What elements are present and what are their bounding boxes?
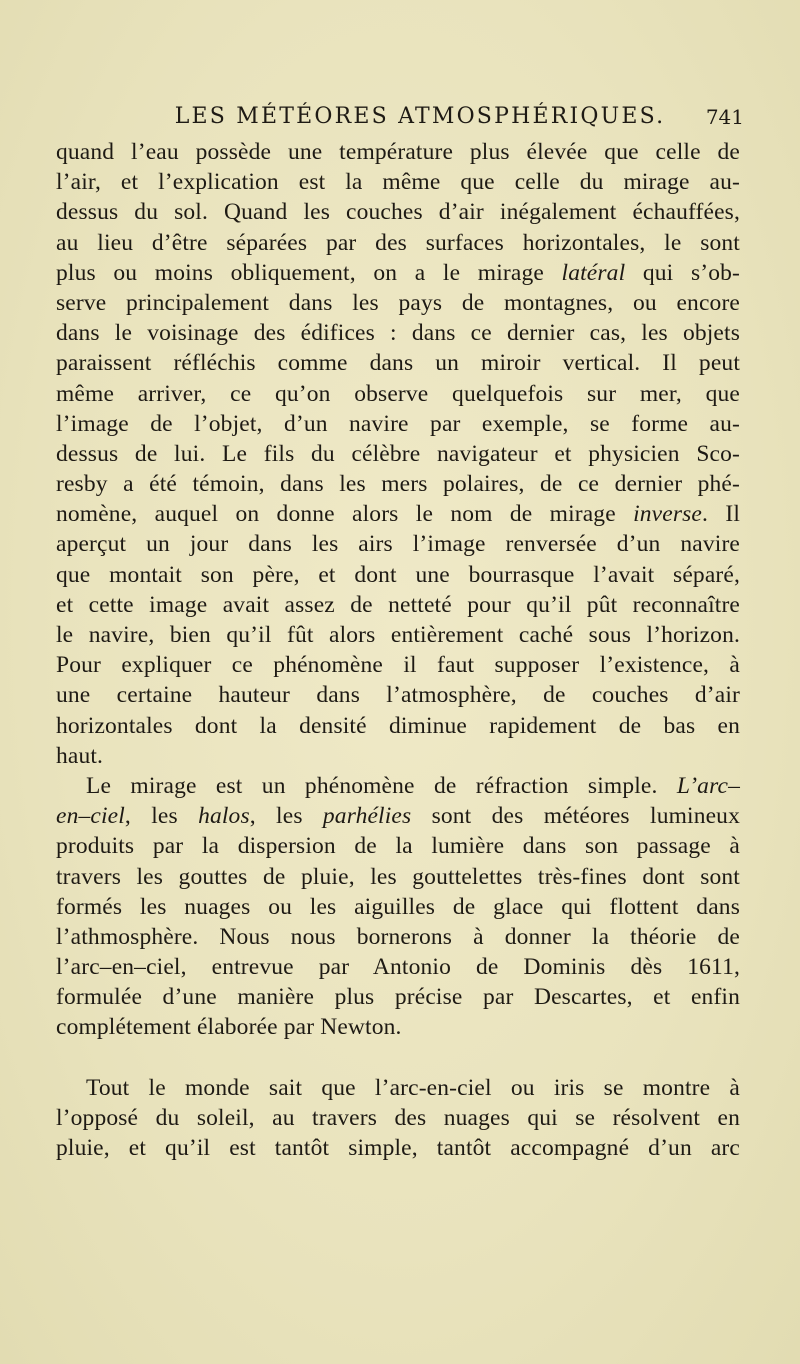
body-text: [56, 137, 740, 1163]
italic-term: parhélies: [322, 803, 412, 830]
text-line: dans le voisinage des édifices : dans ce dernier cas, les objets: [56, 320, 740, 347]
text-line: et cette image avait assez de netteté pour qu’il pût reconnaître: [56, 591, 740, 618]
text-line: quand l’eau possède une température plus élevée que celle de: [56, 139, 740, 165]
text-line: travers les gouttes de pluie, les gouttelettes très-fines dont sont: [56, 863, 740, 890]
text-segment: , les: [124, 803, 199, 830]
text-line: Pour expliquer ce phénomène il faut supposer l’existence, à: [56, 652, 740, 679]
text-line: au lieu d’être séparées par des surfaces horizontales, le sont: [56, 229, 740, 256]
text-line: [56, 499, 740, 529]
text-line: l’athmosphère. Nous nous bornerons à donner la théorie de: [56, 923, 740, 950]
text-line: que montait son père, et dont une bourrasque l’avait séparé,: [56, 561, 740, 588]
text-line: dessus du sol. Quand les couches d’air inégalement échauffées,: [56, 199, 740, 226]
text-line: [56, 258, 740, 288]
text-segment: . Il: [702, 501, 740, 528]
page-header: [0, 100, 800, 134]
italic-term: L’arc–: [676, 772, 740, 799]
text-line: pluie, et qu’il est tantôt simple, tantôt accompagné d’un arc: [56, 1135, 740, 1161]
text-line: l’air, et l’explication est la même que celle du mirage au-: [56, 169, 740, 196]
text-line: resby a été témoin, dans les mers polaires, de ce dernier phé-: [56, 471, 740, 498]
text-line: une certaine hauteur dans l’atmosphère, de couches d’air: [56, 682, 740, 709]
text-line: formés les nuages ou les aiguilles de glace qui flottent dans: [56, 893, 740, 920]
text-segment: Le mirage est un phénomène de réfraction simple.: [86, 772, 677, 799]
italic-term: halos: [198, 803, 250, 830]
text-segment: sont des météores lumineux: [411, 803, 740, 830]
section-gap: [56, 1043, 740, 1073]
text-line: serve principalement dans les pays de montagnes, ou encore: [56, 289, 740, 316]
text-line: même arriver, ce qu’on observe quelquefois sur mer, que: [56, 380, 740, 407]
text-line: [56, 801, 740, 831]
text-line: paraissent réfléchis comme dans un miroir vertical. Il peut: [56, 350, 740, 377]
running-title: LES MÉTÉORES ATMOSPHÉRIQUES.: [174, 104, 666, 129]
text-line: [56, 771, 740, 801]
text-line: haut.: [56, 742, 104, 769]
italic-term: en–ciel: [56, 803, 125, 830]
text-line: complétement élaborée par Newton.: [56, 1014, 402, 1041]
text-line: l’opposé du soleil, au travers des nuages qui se résolvent en: [56, 1104, 740, 1131]
text-line: formulée d’une manière plus précise par Descartes, et enfin: [56, 984, 740, 1011]
page-number: 741: [705, 105, 744, 129]
italic-term: inverse: [633, 501, 703, 528]
text-segment: plus ou moins obliquement, on a le mirage: [56, 259, 562, 286]
italic-term: latéral: [561, 259, 626, 286]
text-segment: nomène, auquel on donne alors le nom de mirage: [56, 501, 634, 528]
text-line: l’arc–en–ciel, entrevue par Antonio de Dominis dès 1611,: [56, 954, 740, 981]
text-line: l’image de l’objet, d’un navire par exemple, se forme au-: [56, 410, 740, 437]
text-line: horizontales dont la densité diminue rapidement de bas en: [56, 712, 740, 739]
text-segment: qui s’ob-: [625, 259, 740, 286]
text-line: produits par la dispersion de la lumière dans son passage à: [56, 833, 740, 860]
text-segment: , les: [249, 803, 323, 830]
text-line: aperçut un jour dans les airs l’image renversée d’un navire: [56, 531, 740, 558]
text-line: le navire, bien qu’il fût alors entièrement caché sous l’horizon.: [56, 622, 740, 648]
text-line: Tout le monde sait que l’arc-en-ciel ou iris se montre à: [86, 1074, 740, 1101]
text-line: dessus de lui. Le fils du célèbre navigateur et physicien Sco-: [56, 440, 740, 467]
